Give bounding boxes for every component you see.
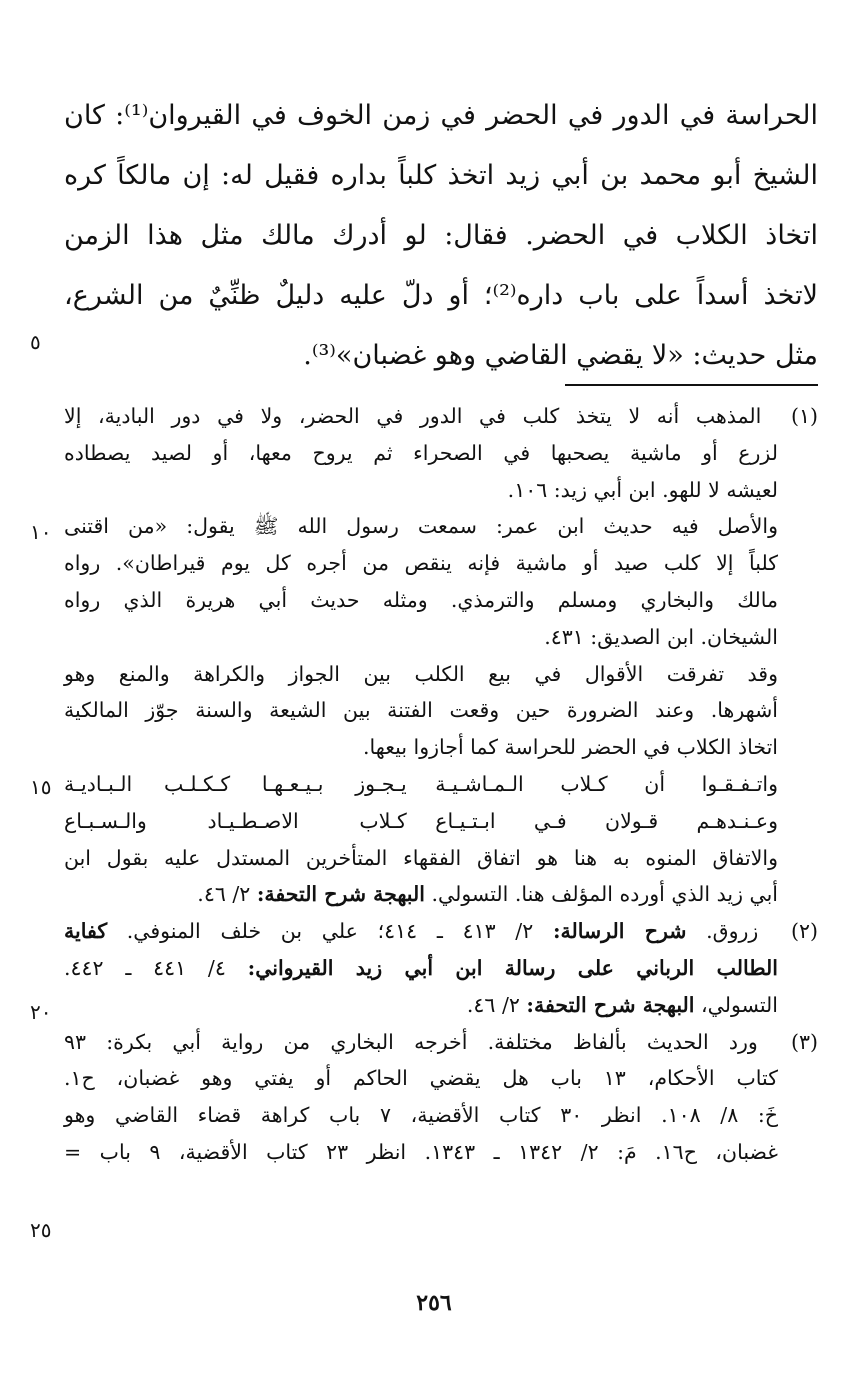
footnote-line: أشهرها. وعند الضرورة حين وقعت الفتنة بين الشيعة والسنة جوّز المالكية bbox=[64, 698, 778, 723]
main-line: مثل حديث: «لا يقضي القاضي وهو غضبان»⁽³⁾. bbox=[303, 340, 818, 371]
main-text bbox=[64, 86, 818, 386]
footnote-text: زروق. bbox=[706, 919, 759, 944]
footnote-number: (٣) bbox=[790, 1029, 818, 1054]
footnote-line: وقد تفرقت الأقوال في بيع الكلب بين الجواز والكراهة والمنع وهو bbox=[64, 661, 778, 686]
book-title: البهجة شرح التحفة: bbox=[256, 882, 425, 907]
footnote-separator bbox=[565, 384, 818, 386]
footnote-1 bbox=[64, 398, 818, 913]
citation: ٢/ ٤٦. bbox=[466, 992, 520, 1017]
footnote-number: (٢) bbox=[790, 919, 818, 944]
main-line: الحراسة في الدور في الحضر في زمن الخوف في القيروان⁽¹⁾: كان bbox=[64, 100, 818, 131]
footnote-line: والأصل فيه حديث ابن عمر: سمعت رسول الله ﷺ يقول: «من اقتنى bbox=[64, 514, 778, 539]
book-title: الطالب الرباني على رسالة ابن أبي زيد القيرواني: bbox=[247, 955, 778, 980]
citation: ٤/ ٤٤١ ـ ٤٤٢. bbox=[64, 955, 226, 980]
footnote-line: لعيشه لا للهو. ابن أبي زيد: ١٠٦. bbox=[507, 477, 778, 502]
verse-hemistich: يـجـوز بـيـعـهـا كـكـلـب الـبـاديـة bbox=[64, 771, 407, 796]
footnote-line: خَ: ٨/ ١٠٨. انظر ٣٠ كتاب الأقضية، ٧ باب كراهة قضاء القاضي وهو bbox=[64, 1103, 779, 1128]
line-number: ١٠ bbox=[30, 520, 52, 544]
footnote-line: لزرع أو ماشية يصحبها في الصحراء ثم يروح معها، أو لصيد يصطاده bbox=[64, 440, 778, 465]
footnote-line: غضبان، ح١٦. مَ: ٢/ ١٣٤٢ ـ ١٣٤٣. انظر ٢٣ كتاب الأقضية، ٩ باب = bbox=[64, 1139, 779, 1164]
line-number: ٥ bbox=[30, 330, 41, 354]
footnote-2 bbox=[64, 913, 818, 1023]
footnote-line: كلباً إلا كلب صيد أو ماشية فإنه ينقص من أجره كل يوم قيراطان». رواه bbox=[64, 551, 778, 576]
footnote-text: التسولي، bbox=[701, 992, 778, 1017]
footnote-text: أبي زيد الذي أورده المؤلف هنا. التسولي. bbox=[431, 882, 778, 907]
book-title: البهجة شرح التحفة: bbox=[526, 992, 695, 1017]
verse-hemistich: واتـفـقـوا أن كـلاب الـمـاشـيـة bbox=[435, 771, 778, 796]
footnote-line: اتخاذ الكلاب في الحضر للحراسة كما أجازوا بيعها. bbox=[363, 735, 778, 760]
footnote-line: الشيخان. ابن الصديق: ٤٣١. bbox=[544, 624, 778, 649]
footnote-line: كتاب الأحكام، ١٣ باب هل يقضي الحاكم أو يفتي وهو غضبان، ح١. bbox=[64, 1066, 778, 1091]
footnote-number: (١) bbox=[790, 404, 818, 428]
main-line: الشيخ أبو محمد بن أبي زيد اتخذ كلباً بداره فقيل له: إن مالكاً كره bbox=[64, 160, 818, 191]
footnote-line: والاتفاق المنوه به هنا هو اتفاق الفقهاء المتأخرين المستدل عليه بقول ابن bbox=[64, 845, 778, 870]
footnotes bbox=[64, 398, 818, 1171]
footnote-line bbox=[64, 950, 818, 987]
footnote-line: مالك والبخاري ومسلم والترمذي. ومثله حديث أبي هريرة الذي رواه bbox=[64, 587, 778, 612]
book-title: كفاية bbox=[64, 919, 108, 944]
verse-line bbox=[64, 803, 818, 840]
verse-hemistich: وعـنـدهـم قـولان فـي ابـتـيـاع bbox=[435, 808, 778, 833]
main-line: لاتخذ أسداً على باب داره⁽²⁾؛ أو دلّ عليه دليلٌ ظنِّيٌ من الشرع، bbox=[64, 280, 818, 311]
line-number: ٢٥ bbox=[30, 1218, 52, 1242]
line-number: ١٥ bbox=[30, 775, 52, 799]
footnote-line bbox=[64, 876, 818, 913]
page-number: ٢٥٦ bbox=[416, 1290, 452, 1316]
footnote-3 bbox=[64, 1024, 818, 1171]
footnote-line bbox=[64, 913, 818, 950]
footnote-text: المذهب أنه لا يتخذ كلب في الدور في الحضر، ولا في دور البادية، إلا bbox=[64, 404, 762, 428]
footnote-line bbox=[64, 987, 818, 1024]
footnote-text: ورد الحديث بألفاظ مختلفة. أخرجه البخاري من رواية أبي بكرة: ٩٣ bbox=[64, 1029, 758, 1054]
citation: ٢/ ٤١٣ ـ ٤١٤؛ علي بن خلف المنوفي. bbox=[126, 919, 534, 944]
verse-line bbox=[64, 766, 818, 803]
line-number: ٢٠ bbox=[30, 1000, 52, 1024]
book-title: شرح الرسالة: bbox=[552, 919, 687, 944]
main-line: اتخاذ الكلاب في الحضر. فقال: لو أدرك مالك مثل هذا الزمن bbox=[64, 220, 818, 251]
citation: ٢/ ٤٦. bbox=[197, 882, 251, 907]
verse-hemistich: كـلاب الاصـطـيـاد والـسـبـاع bbox=[64, 808, 407, 833]
